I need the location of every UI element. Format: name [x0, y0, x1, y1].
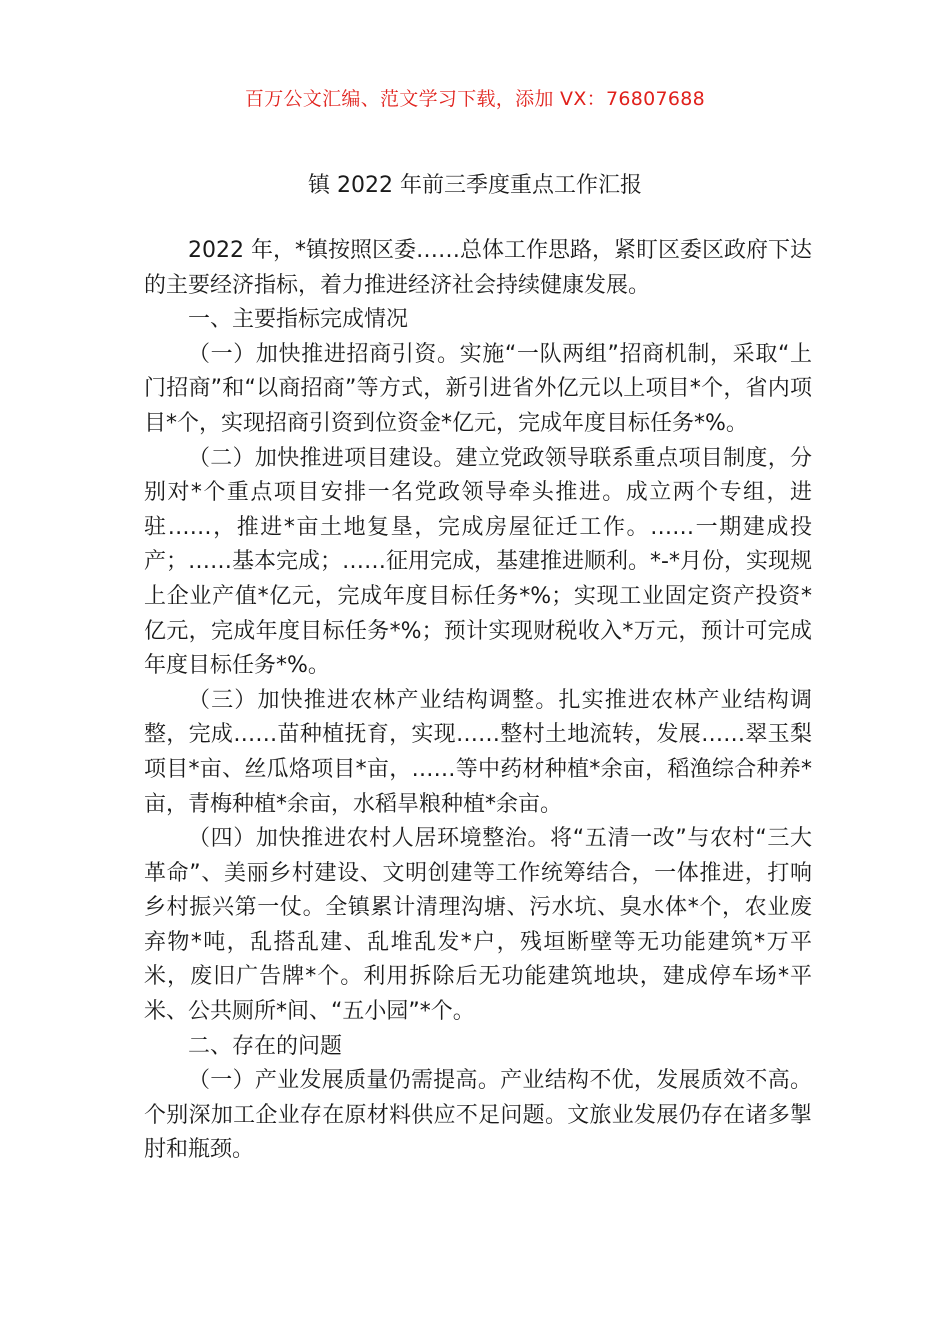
paragraph-environment: （四）加快推进农村人居环境整治。将“五清一改”与农村“三大革命”、美丽乡村建设、文明创建等工作统筹结合，一体推进，打响乡村振兴第一仗。全镇累计清理沟塘、污水坑、臭水体*个，农业废弃物*吨，乱搭乱建、乱堆乱发*户，残垣断壁等无功能建筑*万平米，废旧广告牌*个。利用拆除后无功能建筑地块，建成停车场*平米、公共厕所*间、“五小园”*个。	[144, 826, 812, 1025]
section-heading-1: 一、主要指标完成情况	[188, 307, 409, 333]
section-heading-2: 二、存在的问题	[188, 1033, 343, 1059]
document-title: 镇 2022 年前三季度重点工作汇报	[308, 173, 642, 198]
paragraph-investment: （一）加快推进招商引资。实施“一队两组”招商机制，采取“上门招商”和“以商招商”等方式，新引进省外亿元以上项目*个，省内项目*个，实现招商引资到位资金*亿元，完成年度目标任务*%。	[144, 341, 812, 436]
header-watermark-note: 百万公文汇编、范文学习下载，添加 VX：76807688	[244, 88, 706, 110]
paragraph-problems-1: （一）产业发展质量仍需提高。产业结构不优，发展质效不高。个别深加工企业存在原材料供应不足问题。文旅业发展仍存在诸多掣肘和瓶颈。	[144, 1068, 812, 1163]
paragraph-projects: （二）加快推进项目建设。建立党政领导联系重点项目制度，分别对*个重点项目安排一名党政领导牵头推进。成立两个专组，进驻……，推进*亩土地复垦，完成房屋征迁工作。……一期建成投产；……基本完成；……征用完成，基建推进顺利。*-*月份，实现规上企业产值*亿元，完成年度目标任务*%；实现工业固定资产投资*亿元，完成年度目标任务*%；预计实现财税收入*万元，预计可完成年度目标任务*%。	[144, 445, 812, 679]
paragraph-agriculture: （三）加快推进农林产业结构调整。扎实推进农林产业结构调整，完成……苗种植抚育，实现……整村土地流转，发展……翠玉梨项目*亩、丝瓜烙项目*亩，……等中药材种植*余亩，稻渔综合种养*亩，青梅种植*余亩，水稻旱粮种植*余亩。	[144, 687, 812, 817]
intro-paragraph: 2022 年，*镇按照区委……总体工作思路，紧盯区委区政府下达的主要经济指标，着力推进经济社会持续健康发展。	[144, 238, 812, 298]
document-body	[144, 234, 812, 1168]
